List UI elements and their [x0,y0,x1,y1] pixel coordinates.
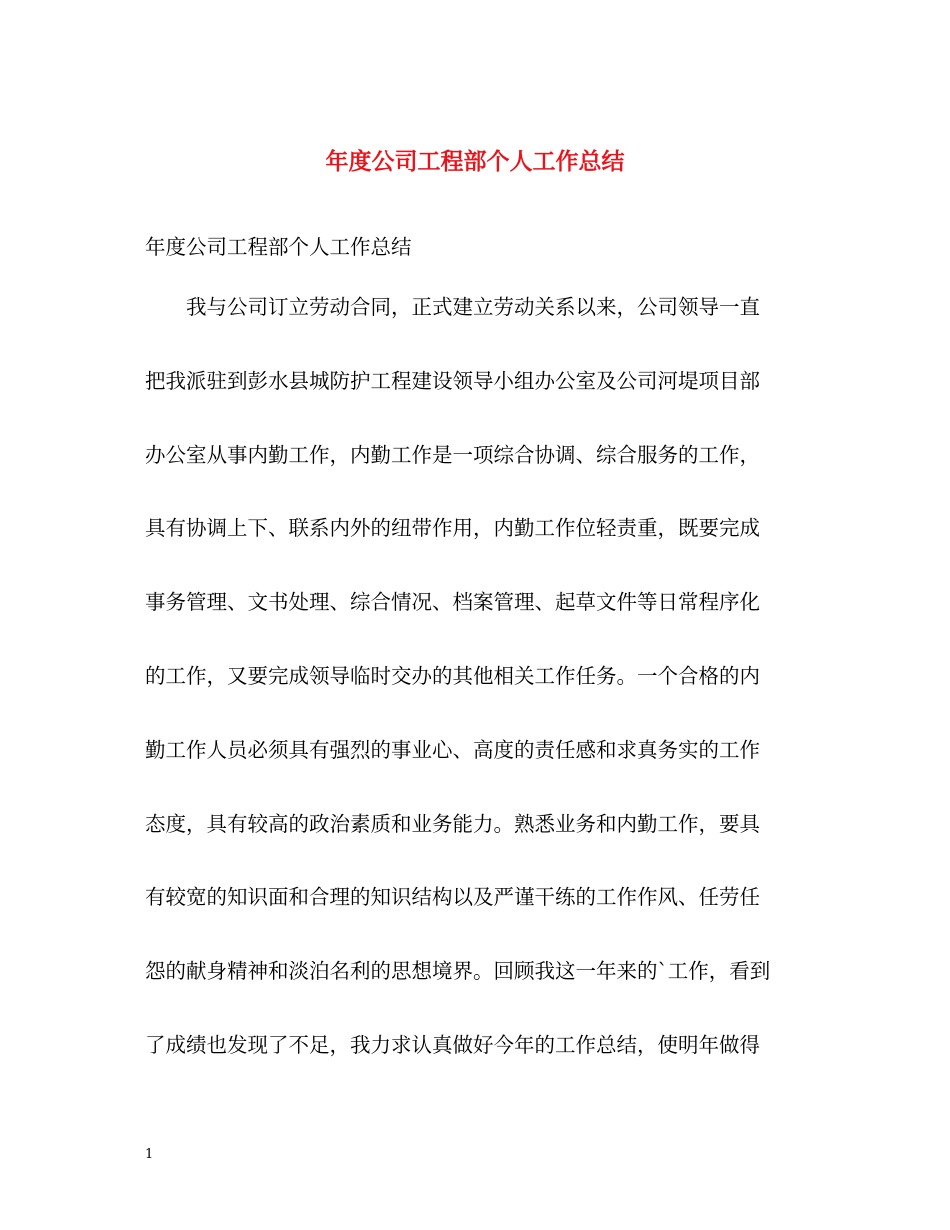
body-line: 怨的献身精神和淡泊名利的思想境界。回顾我这一年来的`工作，看到 [145,959,771,984]
body-line: 勤工作人员必须具有强烈的事业心、高度的责任感和求真务实的工作 [145,737,760,762]
body-line: 的工作，又要完成领导临时交办的其他相关工作任务。一个合格的内 [145,663,760,688]
body-line: 了成绩也发现了不足，我力求认真做好今年的工作总结，使明年做得 [145,1032,760,1057]
body-line: 我与公司订立劳动合同，正式建立劳动关系以来，公司领导一直 [186,295,760,319]
body-text [145,290,825,1102]
document-title: 年度公司工程部个人工作总结 [325,148,625,175]
body-line: 办公室从事内勤工作，内勤工作是一项综合协调、综合服务的工作， [145,442,760,467]
document-subtitle: 年度公司工程部个人工作总结 [145,235,412,259]
body-line: 具有协调上下、联系内外的纽带作用，内勤工作位轻责重，既要完成 [145,516,760,541]
body-line: 事务管理、文书处理、综合情况、档案管理、起草文件等日常程序化 [145,590,760,615]
body-line: 态度，具有较高的政治素质和业务能力。熟悉业务和内勤工作，要具 [145,811,760,836]
page-number: 1 [145,1147,154,1162]
body-line: 有较宽的知识面和合理的知识结构以及严谨干练的工作作风、任劳任 [145,885,760,910]
body-line: 把我派驻到彭水县城防护工程建设领导小组办公室及公司河堤项目部 [145,368,760,393]
